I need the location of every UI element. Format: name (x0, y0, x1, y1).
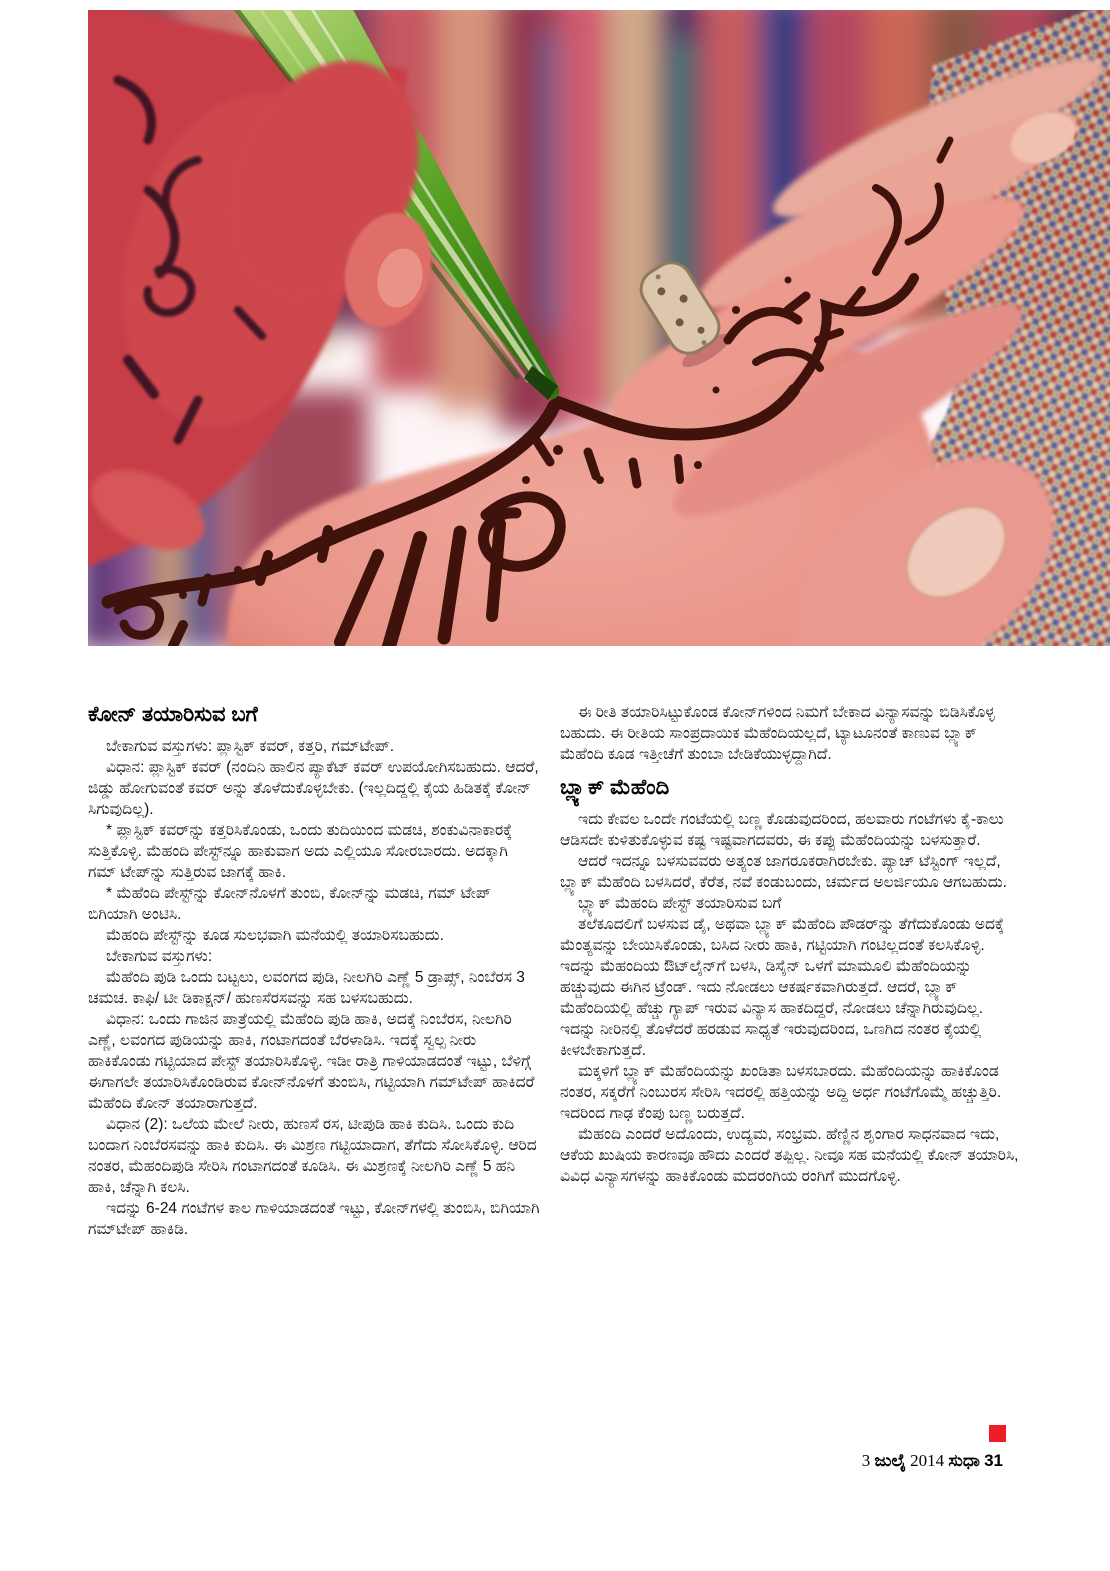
paragraph: * ಪ್ಲಾಸ್ಟಿಕ್ ಕವರ್‌ನ್ನು ಕತ್ತರಿಸಿಕೊಂಡು, ಒಂದು ತುದಿಯಿಂದ ಮಡಚಿ, ಶಂಕುವಿನಾಕಾರಕ್ಕೆ ಸುತ್ತಿಕೊಳ್ಳಿ. ಮೆಹಂದಿ ಪೇಸ್ಟ್‌ನ್ನೂ ಹಾಕುವಾಗ ಅದು ಎಲ್ಲಿಯೂ ಸೋರಬಾರದು. ಅದಕ್ಕಾಗಿ ಗಮ್ ಟೇಪ್‌ನ್ನು ಸುತ್ತಿರುವ ಜಾಗಕ್ಕೆ ಹಾಕಿ. (88, 822, 513, 881)
footer-day: 3 (861, 1451, 871, 1470)
magazine-name: ಸುಧಾ (948, 1451, 980, 1470)
article-right-column (560, 702, 1022, 1187)
section-heading-cone: ಕೋನ್ ತಯಾರಿಸುವ ಬಗೆ (88, 703, 258, 726)
paragraph: ವಿಧಾನ (2): ಒಲೆಯ ಮೇಲೆ ನೀರು, ಹುಣಸೆ ರಸ, ಟೀಪುಡಿ ಹಾಕಿ ಕುದಿಸಿ. ಒಂದು ಕುದಿ ಬಂದಾಗ ನಿಂಬೆರಸವನ್ನು ಹಾಕಿ ಕುದಿಸಿ. ಈ ಮಿಶ್ರಣ ಗಟ್ಟಿಯಾದಾಗ, ತೆಗೆದು ಸೋಸಿಕೊಳ್ಳಿ. ಆರಿದ ನಂತರ, ಮೆಹಂದಿಪುಡಿ ಸೇರಿಸಿ ಗಂಟಾಗದಂತೆ ಕೂಡಿಸಿ. ಈ ಮಿಶ್ರಣಕ್ಕೆ ನೀಲಗಿರಿ ಎಣ್ಣೆ 5 ಹನಿ ಹಾಕಿ, ಚೆನ್ನಾಗಿ ಕಲಸಿ. (88, 1116, 537, 1196)
footer-year: 2014 (910, 1451, 945, 1470)
page-footer (862, 1451, 1003, 1471)
paragraph: ಇದನ್ನು 6-24 ಗಂಟೆಗಳ ಕಾಲ ಗಾಳಿಯಾಡದಂತೆ ಇಟ್ಟು, ಕೋನ್‌ಗಳಲ್ಲಿ ತುಂಬಿಸಿ, ಬಿಗಿಯಾಗಿ ಗಮ್‌ಟೇಪ್ ಹಾಕಿಡಿ. (88, 1200, 540, 1238)
paragraph: ಬೇಕಾಗುವ ವಸ್ತುಗಳು: ಪ್ಲಾಸ್ಟಿಕ್ ಕವರ್, ಕತ್ತರಿ, ಗಮ್‌ಟೇಪ್. (106, 738, 395, 755)
article-end-marker (989, 1425, 1006, 1442)
henna-photo-illustration (88, 10, 1110, 646)
footer-month: ಜುಲೈ (874, 1451, 906, 1470)
paragraph: ಬೇಕಾಗುವ ವಸ್ತುಗಳು: (106, 948, 213, 965)
article-left-column (88, 702, 540, 1240)
paragraph: ಇದು ಕೇವಲ ಒಂದೇ ಗಂಟೆಯಲ್ಲಿ ಬಣ್ಣ ಕೊಡುವುದರಿಂದ, ಹಲವಾರು ಗಂಟೆಗಳು ಕೈ-ಕಾಲು ಆಡಿಸದೇ ಕುಳಿತುಕೊಳ್ಳುವ ಕಷ್ಟ ಇಷ್ಟವಾಗದವರು, ಈ ಕಪ್ಪು ಮೆಹೆಂದಿಯನ್ನು ಬಳಸುತ್ತಾರೆ. (560, 811, 1004, 849)
paragraph: ತಲೆಕೂದಲಿಗೆ ಬಳಸುವ ಡೈ, ಅಥವಾ ಬ್ಲ್ಯಾಕ್ ಮೆಹೆಂದಿ ಪೌಡರ್‌ನ್ನು ತೆಗೆದುಕೊಂಡು ಅದಕ್ಕೆ ಮೆಂತ್ಯವನ್ನು ಬೇಯಿಸಿಕೊಂಡು, ಬಸಿದ ನೀರು ಹಾಕಿ, ಗಟ್ಟಿಯಾಗಿ ಗಂಟಿಲ್ಲದಂತೆ ಕಲಸಿಕೊಳ್ಳಿ. ಇದನ್ನು ಮೆಹಂದಿಯ ಔಟ್‌ಲೈನ್‌ಗೆ ಬಳಸಿ, ಡಿಸೈನ್ ಒಳಗೆ ಮಾಮೂಲಿ ಮೆಹೆಂದಿಯನ್ನು ಹಚ್ಚುವುದು ಈಗಿನ ಟ್ರೆಂಡ್. ಇದು ನೋಡಲು ಆಕರ್ಷಕವಾಗಿರುತ್ತದೆ. ಆದರೆ, ಬ್ಲ್ಯಾಕ್ ಮೆಹೆಂದಿಯಲ್ಲಿ ಹೆಚ್ಚು ಗ್ಯಾಪ್ ಇರುವ ವಿನ್ಯಾಸ ಹಾಕದಿದ್ದರೆ, ನೋಡಲು ಚೆನ್ನಾಗಿರುವುದಿಲ್ಲ. ಇದನ್ನು ನೀರಿನಲ್ಲಿ ತೊಳೆದರೆ ಹರಡುವ ಸಾಧ್ಯತೆ ಇರುವುದರಿಂದ, ಒಣಗಿದ ನಂತರ ಕೈಯಲ್ಲಿ ಕೀಳಬೇಕಾಗುತ್ತದೆ. (560, 916, 1005, 1059)
paragraph: ಮಕ್ಕಳಿಗೆ ಬ್ಲ್ಯಾಕ್ ಮೆಹೆಂದಿಯನ್ನು ಖಂಡಿತಾ ಬಳಸಬಾರದು. ಮೆಹೆಂದಿಯನ್ನು ಹಾಕಿಕೊಂಡ ನಂತರ, ಸಕ್ಕರೆಗೆ ನಿಂಬುರಸ ಸೇರಿಸಿ ಇದರಲ್ಲಿ ಹತ್ತಿಯನ್ನು ಅದ್ದಿ ಅರ್ಧ ಗಂಟೆಗೊಮ್ಮೆ ಹಚ್ಚುತ್ತಿರಿ. ಇದರಿಂದ ಗಾಢ ಕೆಂಪು ಬಣ್ಣ ಬರುತ್ತದೆ. (560, 1063, 1002, 1122)
paragraph: ಮೆಹೆಂದಿ ಪುಡಿ ಒಂದು ಬಟ್ಟಲು, ಲವಂಗದ ಪುಡಿ, ನೀಲಗಿರಿ ಎಣ್ಣೆ 5 ಡ್ರಾಪ್ಸ್, ನಿಂಬೆರಸ 3 ಚಮಚ. ಕಾಫಿ/ ಟೀ ಡಿಕಾಕ್ಷನ್/ ಹುಣಸೆರಸವನ್ನು ಸಹ ಬಳಸಬಹುದು. (88, 969, 525, 1007)
paragraph: ಮೆಹಂದಿ ಪೇಸ್ಟ್‌ನ್ನು ಕೂಡ ಸುಲಭವಾಗಿ ಮನೆಯಲ್ಲಿ ತಯಾರಿಸಬಹುದು. (106, 927, 444, 944)
section-heading-black-mehendi: ಬ್ಲ್ಯಾಕ್ ಮೆಹೆಂದಿ (560, 776, 670, 799)
paragraph: ಮೆಹಂದಿ ಎಂದರೆ ಅದೊಂದು, ಉದ್ಯಮ, ಸಂಭ್ರಮ. ಹೆಣ್ಣಿನ ಶೃಂಗಾರ ಸಾಧನವಾದ ಇದು, ಆಕೆಯ ಖುಷಿಯ ಕಾರಣವೂ ಹೌದು ಎಂದರೆ ತಪ್ಪಿಲ್ಲ. ನೀವೂ ಸಹ ಮನೆಯಲ್ಲಿ ಕೋನ್ ತಯಾರಿಸಿ, ವಿವಿಧ ವಿನ್ಯಾಸಗಳನ್ನು ಹಾಕಿಕೊಂಡು ಮದರಂಗಿಯ ರಂಗಿಗೆ ಮುದಗೊಳ್ಳಿ. (560, 1126, 1019, 1185)
paragraph: * ಮೆಹೆಂದಿ ಪೇಸ್ಟ್‌ನ್ನು ಕೋನ್‌ನೊಳಗೆ ತುಂಬಿ, ಕೋನ್‌ನ್ನು ಮಡಚಿ, ಗಮ್ ಟೇಪ್ ಬಿಗಿಯಾಗಿ ಅಂಟಿಸಿ. (88, 885, 491, 923)
paragraph: ವಿಧಾನ: ಪ್ಲಾಸ್ಟಿಕ್ ಕವರ್ (ನಂದಿನಿ ಹಾಲಿನ ಪ್ಯಾಕೆಟ್ ಕವರ್ ಉಪಯೋಗಿಸಬಹುದು. ಆದರೆ, ಜಿಡ್ಡು ಹೋಗುವಂತೆ ಕವರ್ ಅನ್ನು ತೊಳೆದುಕೊಳ್ಳಬೇಕು. (ಇಲ್ಲದಿದ್ದಲ್ಲಿ ಕೈಯ ಹಿಡಿತಕ್ಕೆ ಕೋನ್ ಸಿಗುವುದಿಲ್ಲ). (88, 759, 539, 818)
paragraph: ಬ್ಲ್ಯಾಕ್ ಮೆಹಂದಿ ಪೇಸ್ಟ್ ತಯಾರಿಸುವ ಬಗೆ (578, 895, 782, 912)
henna-application-photo (88, 10, 1110, 646)
paragraph: ಆದರೆ ಇದನ್ನೂ ಬಳಸುವವರು ಅತ್ಯಂತ ಜಾಗರೂಕರಾಗಿರಬೇಕು. ಪ್ಯಾಚ್ ಟೆಸ್ಟಿಂಗ್ ಇಲ್ಲದೆ, ಬ್ಲ್ಯಾಕ್ ಮೆಹೆಂದಿ ಬಳಸಿದರೆ, ಕೆರೆತ, ನವೆ ಕಂಡುಬಂದು, ಚರ್ಮದ ಅಲರ್ಜಿಯೂ ಆಗಬಹುದು. (560, 853, 1007, 891)
page-number: 31 (984, 1451, 1003, 1470)
paragraph: ಈ ರೀತಿ ತಯಾರಿಸಿಟ್ಟುಕೊಂಡ ಕೋನ್‌ಗಳಿಂದ ನಿಮಗೆ ಬೇಕಾದ ವಿನ್ಯಾಸವನ್ನು ಬಿಡಿಸಿಕೊಳ್ಳ ಬಹುದು. ಈ ರೀತಿಯ ಸಾಂಪ್ರದಾಯಿಕ ಮೆಹೆಂದಿಯಲ್ಲದೆ, ಟ್ಯಾಟೂನಂತೆ ಕಾಣುವ ಬ್ಲ್ಯಾಕ್ ಮೆಹೆಂದಿ ಕೂಡ ಇತ್ತೀಚೆಗೆ ತುಂಬಾ ಬೇಡಿಕೆಯುಳ್ಳದ್ದಾಗಿದೆ. (560, 704, 995, 763)
paragraph: ವಿಧಾನ: ಒಂದು ಗಾಜಿನ ಪಾತ್ರೆಯಲ್ಲಿ ಮೆಹೆಂದಿ ಪುಡಿ ಹಾಕಿ, ಅದಕ್ಕೆ ನಿಂಬೆರಸ, ನೀಲಗಿರಿ ಎಣ್ಣೆ, ಲವಂಗದ ಪುಡಿಯನ್ನು ಹಾಕಿ, ಗಂಟಾಗದಂತೆ ಬೆರಳಾಡಿಸಿ. ಇದಕ್ಕೆ ಸ್ವಲ್ಪ ನೀರು ಹಾಕಿಕೊಂಡು ಗಟ್ಟಿಯಾದ ಪೇಸ್ಟ್ ತಯಾರಿಸಿಕೊಳ್ಳಿ. ಇಡೀ ರಾತ್ರಿ ಗಾಳಿಯಾಡದಂತೆ ಇಟ್ಟು, ಬೆಳಿಗ್ಗೆ ಈಗಾಗಲೇ ತಯಾರಿಸಿಕೊಂಡಿರುವ ಕೋನ್‌ನೊಳಗೆ ತುಂಬಿಸಿ, ಗಟ್ಟಿಯಾಗಿ ಗಮ್‌ಟೇಪ್ ಹಾಕಿದರೆ ಮೆಹೆಂದಿ ಕೋನ್ ತಯಾರಾಗುತ್ತದೆ. (88, 1011, 535, 1112)
